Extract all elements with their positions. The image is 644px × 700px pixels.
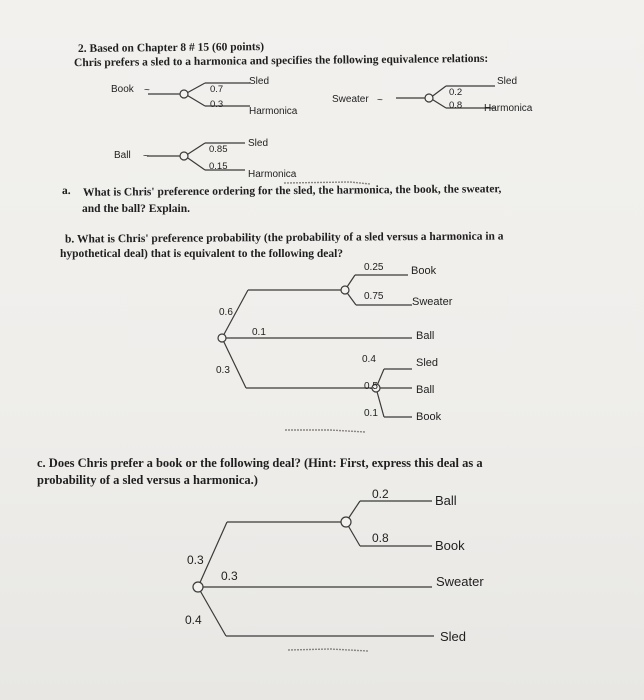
book-outcome-harmonica: Harmonica bbox=[249, 106, 298, 117]
book-p-harmonica: 0.3 bbox=[210, 99, 224, 110]
ball-tilde: ~ bbox=[143, 151, 149, 162]
tree-b-sub1-pa: 0.25 bbox=[364, 262, 384, 273]
tree-b-sub2-pb: 0.5 bbox=[364, 381, 378, 392]
sweater-p-harmonica: 0.8 bbox=[449, 100, 463, 111]
tree-b-outcome-sled: Sled bbox=[416, 357, 439, 369]
book-label: Book bbox=[111, 84, 134, 95]
tree-c-p-lower: 0.4 bbox=[185, 613, 202, 627]
sweater-outcome-sled: Sled bbox=[497, 76, 518, 87]
tree-b-outcome-book-2: Book bbox=[416, 411, 442, 423]
tree-b-p-mid: 0.1 bbox=[252, 327, 266, 338]
tree-c-sub-pb: 0.8 bbox=[372, 531, 389, 545]
tree-b-outcome-sweater: Sweater bbox=[412, 296, 453, 308]
sweater-p-sled: 0.2 bbox=[449, 87, 463, 98]
question-a-label: a. bbox=[61, 184, 71, 198]
tree-b-sub2-pa: 0.4 bbox=[362, 354, 376, 365]
question-a-line2: and the ball? Explain. bbox=[82, 203, 191, 215]
tree-c-outcome-sweater: Sweater bbox=[436, 574, 484, 589]
ball-p-harmonica: 0.15 bbox=[209, 161, 228, 172]
question-c-line2: probability of a sled versus a harmonica.) bbox=[37, 473, 258, 487]
book-tilde: ~ bbox=[144, 85, 150, 96]
tree-b-sub2-pc: 0.1 bbox=[364, 408, 378, 419]
sweater-label: Sweater bbox=[332, 94, 369, 105]
ball-p-sled: 0.85 bbox=[209, 144, 228, 155]
tree-b-sub1-pb: 0.75 bbox=[364, 291, 384, 302]
problem-intro: Chris prefers a sled to a harmonica and specifies the following equivalence relations: bbox=[73, 52, 489, 70]
ball-label: Ball bbox=[114, 150, 131, 161]
tree-b-p-lower: 0.3 bbox=[216, 365, 230, 376]
tree-c-p-mid: 0.3 bbox=[221, 569, 238, 583]
book-p-sled: 0.7 bbox=[210, 84, 224, 95]
tree-c-outcome-ball: Ball bbox=[435, 493, 457, 508]
tree-b-p-upper: 0.6 bbox=[219, 307, 233, 318]
ball-outcome-harmonica: Harmonica bbox=[248, 169, 297, 180]
problem-header: 2. Based on Chapter 8 # 15 (60 points) bbox=[77, 41, 265, 55]
tree-b-outcome-ball-2: Ball bbox=[416, 384, 435, 396]
question-b-line1: b. What is Chris' preference probability (the probability of a sled versus a harmonica in a bbox=[64, 230, 504, 246]
tree-c-outcome-book: Book bbox=[435, 538, 465, 553]
tree-c-outcome-sled: Sled bbox=[440, 629, 467, 644]
book-outcome-sled: Sled bbox=[249, 76, 270, 87]
sweater-tilde: ~ bbox=[377, 95, 383, 106]
tree-b-outcome-ball: Ball bbox=[416, 330, 435, 342]
tree-c-sub-pa: 0.2 bbox=[372, 487, 389, 501]
tree-c-p-upper: 0.3 bbox=[187, 553, 204, 567]
question-c-line1: c. Does Chris prefer a book or the following deal? (Hint: First, express this deal as a bbox=[37, 456, 483, 470]
sweater-outcome-harmonica: Harmonica bbox=[484, 103, 533, 114]
question-b-line2: hypothetical deal) that is equivalent to the following deal? bbox=[60, 248, 344, 260]
ball-outcome-sled: Sled bbox=[248, 138, 269, 149]
tree-b-outcome-book: Book bbox=[411, 265, 437, 277]
question-a-line1: What is Chris' preference ordering for the sled, the harmonica, the book, the sweater, bbox=[82, 183, 502, 199]
